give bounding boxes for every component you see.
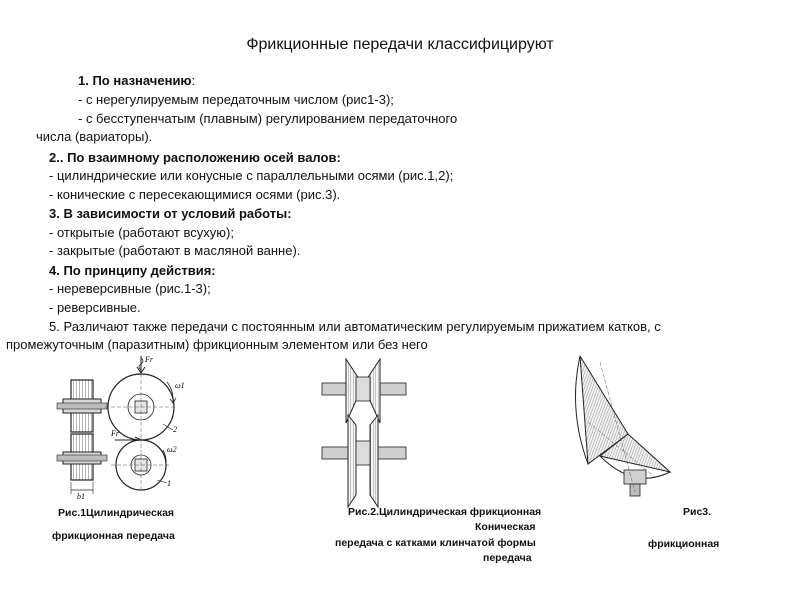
section-2-item-1: - цилиндрические или конусные с параллельными осями (рис.1,2); (49, 168, 454, 183)
figure-2-wedge-rollers (318, 355, 410, 510)
section-1-heading-text: 1. По назначению (78, 73, 192, 88)
section-5-line-1: 5. Различают также передачи с постоянным или автоматическим регулируемым прижатием катков, с (49, 319, 661, 334)
fig1-label-fr-mid: Fr (111, 429, 119, 438)
fig1-label-1: 1 (167, 479, 171, 488)
section-3-heading: 3. В зависимости от условий работы: (49, 206, 292, 221)
fig2-caption-line-2: Коническая (475, 521, 536, 533)
fig2-lower-roller (322, 415, 406, 507)
section-2-heading: 2.. По взаимному расположению осей валов: (49, 150, 341, 165)
fig3-caption-line-2: фрикционная (648, 538, 720, 550)
section-1-item-2-continued: числа (вариаторы). (36, 129, 153, 144)
fig1-upper-wheel-side (57, 380, 107, 432)
figure-1-cylindrical-gear (55, 352, 215, 504)
fig1-label-b1: b1 (77, 492, 85, 501)
section-1-item-2: - с бесступенчатым (плавным) регулированием передаточного (78, 111, 458, 126)
section-1-item-1: - с нерегулируемым передаточным числом (рис1-3); (78, 92, 394, 107)
fig3-caption-line-1: Рис3. (683, 506, 712, 518)
fig1-label-omega2: ω2 (167, 445, 177, 454)
fig2-caption-line-3: передача с катками клинчатой формы (335, 537, 536, 549)
section-4-item-2: - реверсивные. (49, 300, 141, 315)
section-1-heading-colon: : (191, 73, 196, 88)
fig2-caption-line-4: передача (483, 552, 532, 564)
figure-3-conical-gear (560, 352, 690, 502)
section-3-item-2: - закрытые (работают в масляной ванне). (49, 243, 301, 258)
fig1-label-omega1: ω1 (175, 381, 185, 390)
section-1-heading (78, 72, 195, 90)
fig2-upper-roller (322, 359, 406, 423)
fig1-label-fr-top: Fr (145, 355, 153, 364)
section-3-item-1: - открытые (работают всухую); (49, 225, 234, 240)
fig1-label-2: 2 (173, 425, 177, 434)
fig2-caption-line-1: Рис.2.Цилиндрическая фрикционная (348, 506, 542, 518)
section-2-item-2: - конические с пересекающимися осями (рис.3). (49, 187, 341, 202)
section-4-item-1: - нереверсивные (рис.1-3); (49, 281, 211, 296)
fig1-caption-line-1: Рис.1Цилиндрическая (58, 507, 175, 519)
section-4-heading: 4. По принципу действия: (49, 263, 216, 278)
fig1-caption-line-2: фрикционная передача (52, 530, 175, 542)
fig1-lower-wheel-side (57, 434, 107, 480)
fig1-lower-wheel-front (111, 438, 171, 492)
page-title: Фрикционные передачи классифицируют (246, 36, 554, 53)
section-5-line-2: промежуточным (паразитным) фрикционным элементом или без него (6, 337, 428, 352)
